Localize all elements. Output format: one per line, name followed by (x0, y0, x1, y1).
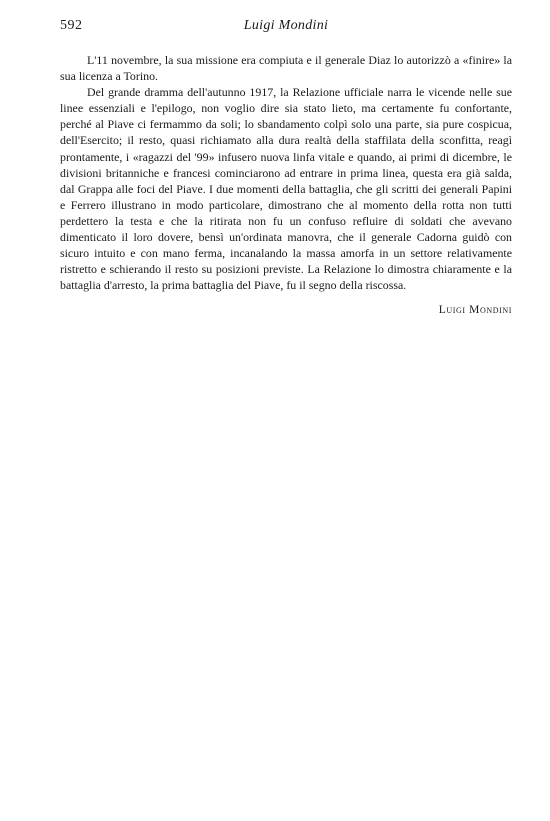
author-signature (60, 304, 512, 316)
body-text (60, 52, 512, 293)
document-page (60, 14, 512, 316)
paragraph-2: Del grande dramma dell'autunno 1917, la Relazione ufficiale narra le vicende nelle sue linee essenziali e l'epilogo, non voglio dire sia stato lieto, ma certamente fu confortante, perché al Piave ci fermammo da soli; lo sbandamento colpì solo una parte, sia pure cospicua, dell'Esercito; il resto, quasi richiamato alla dura realtà della staffilata della sconfitta, reagì prontamente, i «ragazzi del '99» infusero nuova linfa vitale e quando, ai primi di dicembre, le divisioni britanniche e francesi cominciarono ad entrare in prima linea, questa era già salda, dal Grappa alle foci del Piave. I due momenti della battaglia, che gli scritti dei generali Papini e Ferrero illustrano in modo particolare, dimostrano che al momento della rotta non tutti perdettero la testa e che la ritirata non fu un confuso refluire di soldati che avevano dimenticato il loro dovere, bensì un'ordinata manovra, che il generale Cadorna guidò con sicuro intuito e con mano ferma, incanalando la massa amorfa in un settore relativamente ristretto e schierando il resto su posizioni previste. La Relazione lo dimostra chiaramente e la battaglia d'arresto, la prima battaglia del Piave, fu il segno della riscossa. (60, 85, 512, 293)
author-name: Luigi Mondini (438, 304, 512, 317)
page-number: 592 (60, 18, 83, 33)
running-title: Luigi Mondini (243, 18, 329, 33)
running-header (60, 14, 512, 36)
paragraph-1: L'11 novembre, la sua missione era compiuta e il generale Diaz lo autorizzò a «finire» la sua licenza a Torino. (60, 53, 512, 84)
